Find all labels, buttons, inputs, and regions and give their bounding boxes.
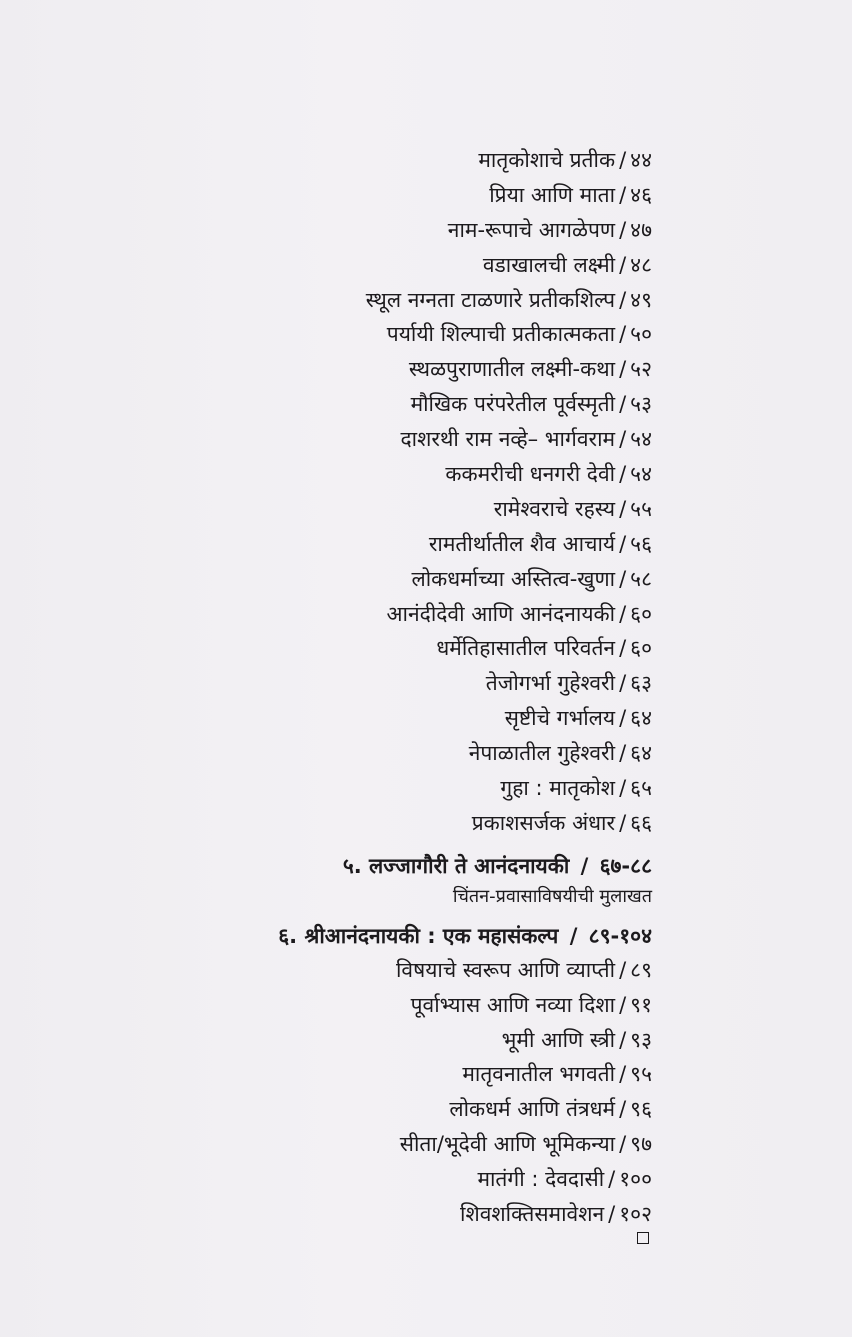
toc-entry-title: पर्यायी शिल्पाची प्रतीकात्मकता xyxy=(386,322,616,347)
toc-entry-page: ६० xyxy=(630,636,652,661)
toc-entry-page: १०० xyxy=(619,1167,652,1192)
separator: / xyxy=(619,992,627,1017)
chapter-number: ५. xyxy=(342,853,362,878)
toc-entry-page: ५८ xyxy=(630,566,652,591)
toc-entry-page: ९३ xyxy=(630,1027,652,1052)
toc-entry xyxy=(140,527,652,562)
separator: / xyxy=(619,1027,627,1052)
separator: / xyxy=(580,853,589,878)
toc-entry-page: ६४ xyxy=(630,706,652,731)
toc-entry-title: धर्मेतिहासातील परिवर्तन xyxy=(436,636,616,661)
toc-entry-title: सीता/भूदेवी आणि भूमिकन्या xyxy=(399,1132,616,1157)
toc-entry-page: ६६ xyxy=(630,810,652,835)
toc-entry xyxy=(140,736,652,771)
toc-entry xyxy=(140,666,652,701)
toc-entry-page: १०२ xyxy=(619,1202,652,1227)
separator: / xyxy=(619,1132,627,1157)
separator: / xyxy=(619,776,627,801)
separator: / xyxy=(619,1097,627,1122)
chapter-title: लज्जागौरी ते आनंदनायकी xyxy=(369,853,570,878)
chapter-heading-6 xyxy=(140,919,652,953)
toc-entry-page: ८९ xyxy=(630,957,652,982)
toc-entry xyxy=(140,178,652,213)
end-square-icon xyxy=(637,1232,649,1244)
toc-entry-title: प्रकाशसर्जक अंधार xyxy=(471,810,616,835)
separator: / xyxy=(619,810,627,835)
toc-entry-page: ५४ xyxy=(630,427,652,452)
toc-entry xyxy=(140,562,652,597)
toc-entry xyxy=(140,631,652,666)
toc-entry-title: मातृकोशाचे प्रतीक xyxy=(478,148,616,172)
toc-entry-page: ५४ xyxy=(630,462,652,487)
separator: / xyxy=(619,531,627,556)
separator: / xyxy=(619,148,627,172)
toc-entry xyxy=(140,283,652,318)
toc-entry-page: ५५ xyxy=(630,496,652,521)
toc-entry-page: ६० xyxy=(630,601,652,626)
toc-entry-title: मौखिक परंपरेतील पूर्वस्मृती xyxy=(410,392,616,417)
section-entries-1 xyxy=(140,143,652,841)
toc-entry xyxy=(140,317,652,352)
separator: / xyxy=(619,601,627,626)
separator: / xyxy=(619,287,627,312)
toc-entry-page: ४४ xyxy=(630,148,652,172)
toc-entry-title: नाम-रूपाचे आगळेपण xyxy=(447,217,616,242)
toc-entry xyxy=(140,352,652,387)
toc-entry-page: ९५ xyxy=(630,1062,652,1087)
toc-entry xyxy=(140,492,652,527)
chapter-pages: ६७-८८ xyxy=(599,853,652,878)
separator: / xyxy=(619,566,627,591)
toc-entry xyxy=(140,1162,652,1197)
toc-entry-title: भूमी आणि स्त्री xyxy=(501,1027,616,1052)
toc-entry-page: ६४ xyxy=(630,741,652,766)
toc-entry-page: ४८ xyxy=(630,252,652,277)
toc-entry-title: विषयाचे स्वरूप आणि व्याप्ती xyxy=(395,957,616,982)
chapter-pages: ८९-१०४ xyxy=(588,923,652,948)
toc-entry-page: ५० xyxy=(630,322,652,347)
toc-entry xyxy=(140,213,652,248)
separator: / xyxy=(619,496,627,521)
toc-entry-title: पूर्वाभ्यास आणि नव्या दिशा xyxy=(410,992,616,1017)
toc-entry-title: स्थूल नग्नता टाळणारे प्रतीकशिल्प xyxy=(365,287,616,312)
separator: / xyxy=(569,923,578,948)
toc-entry-title: शिवशक्तिसमावेशन xyxy=(460,1202,605,1227)
toc-entry-page: ५६ xyxy=(630,531,652,556)
toc-entry-title: रामेश्वराचे रहस्य xyxy=(493,496,616,521)
toc-entry-title: स्थळपुराणातील लक्ष्मी-कथा xyxy=(408,357,616,382)
toc-entry-title: वडाखालची लक्ष्मी xyxy=(482,252,616,277)
toc-entry-page: ४६ xyxy=(630,182,652,207)
separator: / xyxy=(619,322,627,347)
separator: / xyxy=(619,957,627,982)
toc-entry-page: ६५ xyxy=(630,776,652,801)
toc-entry-title: लोकधर्माच्या अस्तित्व-खुणा xyxy=(411,566,616,591)
toc-entry xyxy=(140,1127,652,1162)
toc-entry-title: आनंदीदेवी आणि आनंदनायकी xyxy=(386,601,616,626)
toc-entry-title: गुहा : मातृकोश xyxy=(500,776,616,801)
toc-entry-page: ५३ xyxy=(630,392,652,417)
separator: / xyxy=(619,636,627,661)
separator: / xyxy=(619,217,627,242)
toc-entry xyxy=(140,387,652,422)
toc-entry xyxy=(140,806,652,841)
separator: / xyxy=(619,671,627,696)
separator: / xyxy=(619,1062,627,1087)
separator: / xyxy=(619,706,627,731)
toc-entry-page: ५२ xyxy=(630,357,652,382)
toc-entry-title: सृष्टीचे गर्भालय xyxy=(504,706,616,731)
toc-entry-page: ९१ xyxy=(630,992,652,1017)
toc-entry xyxy=(140,457,652,492)
toc-entry xyxy=(140,597,652,632)
toc-entry xyxy=(140,771,652,806)
toc-entry-title: मातृवनातील भगवती xyxy=(462,1062,616,1087)
section-entries-6 xyxy=(140,953,652,1232)
toc-entry-page: ४९ xyxy=(630,287,652,312)
toc-entry xyxy=(140,701,652,736)
toc-entry-page: ९६ xyxy=(630,1097,652,1122)
separator: / xyxy=(619,392,627,417)
separator: / xyxy=(608,1202,616,1227)
separator: / xyxy=(619,252,627,277)
toc-entry-page: ४७ xyxy=(630,217,652,242)
toc-entry-title: नेपाळातील गुहेश्वरी xyxy=(468,741,616,766)
separator: / xyxy=(619,462,627,487)
toc-entry xyxy=(140,143,652,178)
separator: / xyxy=(619,182,627,207)
chapter-heading-5 xyxy=(140,849,652,883)
toc-entry xyxy=(140,422,652,457)
toc-entry xyxy=(140,1092,652,1127)
separator: / xyxy=(608,1167,616,1192)
toc-entry xyxy=(140,1023,652,1058)
separator: / xyxy=(619,741,627,766)
chapter-number: ६. xyxy=(278,923,298,948)
toc-entry xyxy=(140,988,652,1023)
toc-entry-title: रामतीर्थातील शैव आचार्य xyxy=(428,531,616,556)
toc-entry-page: ६३ xyxy=(630,671,652,696)
toc-entry-page: ९७ xyxy=(630,1132,652,1157)
toc-entry-title: प्रिया आणि माता xyxy=(489,182,616,207)
toc-entry-title: ककमरीची धनगरी देवी xyxy=(445,462,616,487)
toc-entry-title: दाशरथी राम नव्हे– भार्गवराम xyxy=(400,427,616,452)
toc-entry xyxy=(140,248,652,283)
toc-entry-title: तेजोगर्भा गुहेश्वरी xyxy=(485,671,616,696)
toc-entry-title: लोकधर्म आणि तंत्रधर्म xyxy=(449,1097,616,1122)
table-of-contents xyxy=(140,143,652,1232)
chapter-title: श्रीआनंदनायकी : एक महासंकल्प xyxy=(304,923,559,948)
toc-entry xyxy=(140,953,652,988)
toc-entry xyxy=(140,1057,652,1092)
separator: / xyxy=(619,427,627,452)
chapter-subtitle: चिंतन-प्रवासाविषयीची मुलाखत xyxy=(452,885,652,907)
toc-entry-title: मातंगी : देवदासी xyxy=(477,1167,605,1192)
separator: / xyxy=(619,357,627,382)
toc-entry xyxy=(140,1197,652,1232)
